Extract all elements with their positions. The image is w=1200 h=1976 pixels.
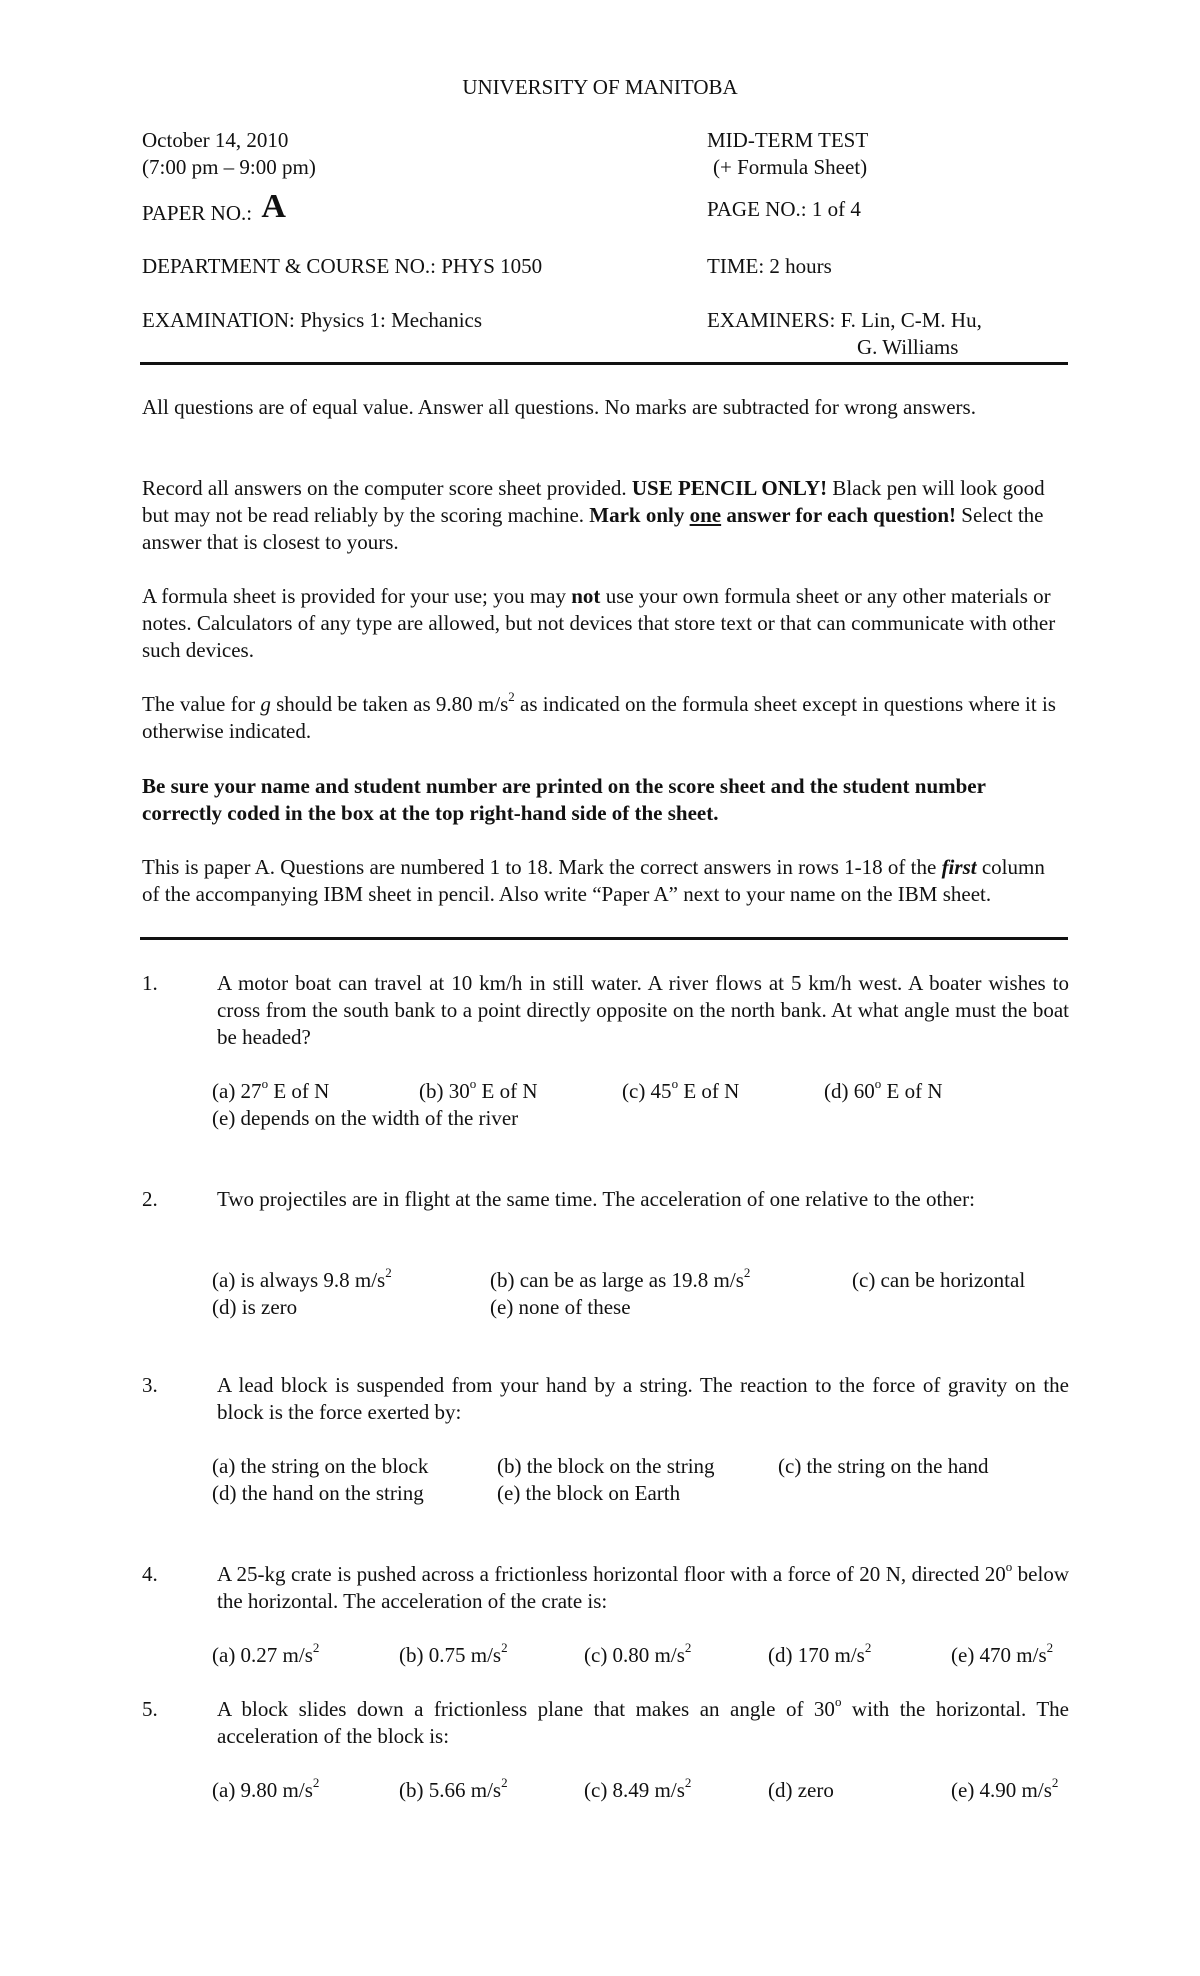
instruction-score-sheet: Record all answers on the computer score sheet provided. USE PENCIL ONLY! Black pen will look good but may not be read reliably by the scoring machine. Mark only one answer for each question! Select the answer that is closest to yours. [142,476,1045,554]
question-1 [142,970,1069,1130]
exam-duration: TIME: 2 hours [707,254,832,278]
option-b: (b) the block on the string [497,1454,715,1478]
option-d: (d) is zero [212,1295,298,1319]
option-d: (d) 170 $m/s^2$ [768,1640,872,1667]
option-b: (b) 30$^o$ E of N [419,1076,538,1103]
formula-sheet-note: (+ Formula Sheet) [713,155,868,179]
department-course: DEPARTMENT & COURSE NO.: PHYS 1050 [142,254,543,278]
question-text: A block slides down a frictionless plane that makes an angle of 30$^o$ with the horizontal. The acceleration of the block is: [217,1694,1069,1748]
option-a: (a) 27$^o$ E of N [212,1076,330,1103]
test-type: MID-TERM TEST [707,128,869,152]
instruction-formula-sheet: A formula sheet is provided for your use; you may not use your own formula sheet or any other materials or notes. Calculators of any type are allowed, but not devices that store text or that can communicate with other such devices. [142,584,1056,662]
option-b: (b) 5.66 $m/s^2$ [399,1775,508,1802]
examination-title: EXAMINATION: Physics 1: Mechanics [142,308,483,332]
question-text: A 25-kg crate is pushed across a frictionless horizontal floor with a force of 20 N, directed 20$^o$ below the horizontal. The acceleration of the crate is: [217,1559,1069,1613]
instruction-gravity-value: The value for g should be taken as 9.80 $m/s^2$ as indicated on the formula sheet except in questions where it is otherwise indicated. [142,689,1056,743]
question-2 [142,1186,1069,1319]
option-e: (e) none of these [490,1295,631,1319]
option-c: (c) 8.49 $m/s^2$ [584,1775,692,1802]
option-d: (d) zero [768,1778,834,1802]
option-b: (b) 0.75 $m/s^2$ [399,1640,508,1667]
option-c: (c) 0.80 $m/s^2$ [584,1640,692,1667]
option-c: (c) 45$^o$ E of N [622,1076,740,1103]
option-d: (d) 60$^o$ E of N [824,1076,943,1103]
option-e: (e) 4.90 $m/s^2$ [951,1775,1059,1802]
option-e: (e) 470 $m/s^2$ [951,1640,1054,1667]
question-5 [142,1696,1069,1806]
question-text: Two projectiles are in flight at the same time. The acceleration of one relative to the other: [217,1187,975,1211]
option-a: (a) 0.27 $m/s^2$ [212,1640,320,1667]
option-c: (c) the string on the hand [778,1454,989,1478]
university-title: UNIVERSITY OF MANITOBA [462,75,738,99]
option-e: (e) depends on the width of the river [212,1106,519,1130]
exam-date: October 14, 2010 [142,128,289,152]
question-3 [142,1372,1069,1505]
question-text: A motor boat can travel at 10 km/h in still water. A river flows at 5 km/h west. A boater wishes to cross from the south bank to a point directly opposite on the north bank. At what angle must the boat be headed? [217,971,1069,1049]
question-4 [142,1561,1069,1671]
question-number: 1. [142,971,158,995]
option-c: (c) can be horizontal [852,1268,1026,1292]
paper-no-value: A [261,188,286,225]
question-number: 5. [142,1697,158,1721]
option-a: (a) is always 9.8 $m/s^2$ [212,1265,392,1292]
examiners-line-1: EXAMINERS: F. Lin, C-M. Hu, [707,308,982,332]
option-d: (d) the hand on the string [212,1481,424,1505]
examiners-line-2: G. Williams [857,335,959,359]
option-a: (a) 9.80 $m/s^2$ [212,1775,320,1802]
instruction-paper-a: This is paper A. Questions are numbered 1 to 18. Mark the correct answers in rows 1-18 of the first column of the accompanying IBM sheet in pencil. Also write “Paper A” next to your name on the IBM sheet. [142,855,1045,906]
instruction-equal-value: All questions are of equal value. Answer all questions. No marks are subtracted for wrong answers. [142,395,976,419]
option-b: (b) can be as large as 19.8 $m/s^2$ [490,1265,751,1292]
instructions-divider [140,937,1068,940]
option-a: (a) the string on the block [212,1454,429,1478]
exam-time-range: (7:00 pm – 9:00 pm) [142,155,316,179]
option-e: (e) the block on Earth [497,1481,681,1505]
header-divider [140,362,1068,365]
question-number: 3. [142,1373,158,1397]
question-number: 2. [142,1187,158,1211]
question-number: 4. [142,1562,158,1586]
paper-no-label: PAPER NO.: [142,201,253,225]
page-number: PAGE NO.: 1 of 4 [707,197,861,221]
paper-no [142,188,286,227]
question-text: A lead block is suspended from your hand by a string. The reaction to the force of gravity on the block is the force exerted by: [217,1373,1069,1424]
instruction-name-number: Be sure your name and student number are printed on the score sheet and the student number correctly coded in the box at the top right-hand side of the sheet. [142,774,986,825]
